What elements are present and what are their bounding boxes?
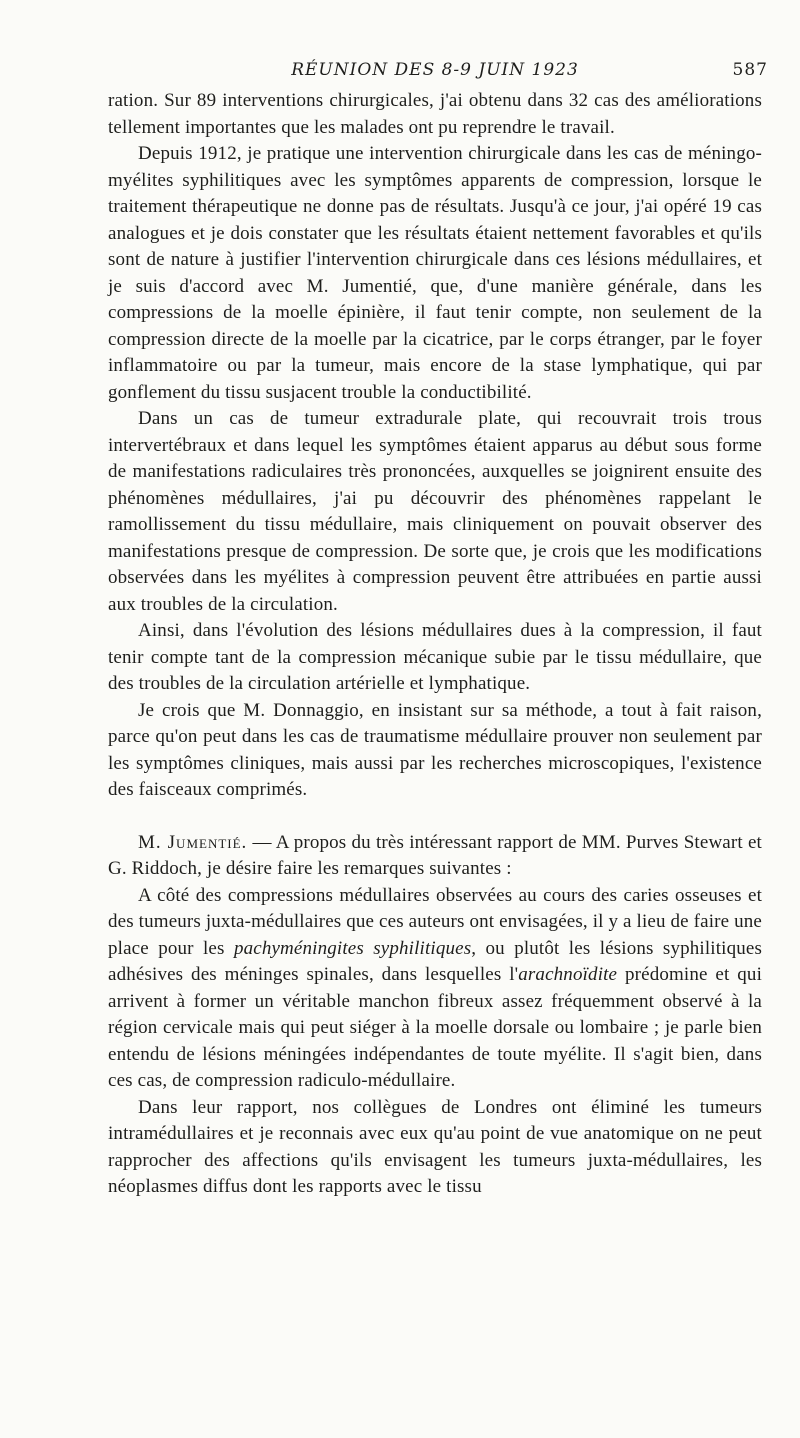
speaker-name: M. Jumentié.: [138, 831, 248, 853]
text-run: A côté des compressions médullaires observées au cours des caries osseuses et des tumeurs juxta-médullaires que ces auteurs ont envisagées, il y a lieu de faire une place pour les: [108, 884, 762, 959]
text-run: prédomine et qui arrivent à former un véritable manchon fibreux assez fréquemment observé à la région cervicale mais qui peut siéger à la moelle dorsale ou lombaire ; je parle bien entendu de lésions méningées indépendantes de toute myélite. Il s'agit bien, dans ces cas, de compression radiculo-médullaire.: [108, 964, 763, 1091]
paragraph: Dans un cas de tumeur extradurale plate, qui recouvrait trois trous intervertébraux et dans lequel les symptômes étaient apparus au début sous forme de manifestations radiculaires très prononcées, auxquelles se joignirent ensuite des phénomènes médullaires, j'ai pu découvrir des phénomènes rappelant le ramollissement du tissu médullaire, mais cliniquement on pouvait observer des manifestations presque de compression. De sorte que, je crois que les modifications observées dans les myélites à compression peuvent être attribuées en partie aussi aux troubles de la circulation.: [108, 408, 762, 615]
running-header: [108, 54, 768, 88]
paragraph: Dans leur rapport, nos collègues de Londres ont éliminé les tumeurs intramédullaires et je reconnais avec eux qu'au point de vue anatomique on ne peut rapprocher des affections qu'ils envisagent les tumeurs juxta-médullaires, les néoplasmes diffus dont les rapports avec le tissu: [108, 1096, 762, 1197]
page-number: 587: [732, 60, 768, 80]
text-run: , ou plutôt les lésions syphilitiques adhésives des méninges spinales, dans lesquelles l': [108, 937, 762, 985]
italic-term: pachyméningites syphilitiques: [233, 937, 472, 959]
paragraph: [108, 883, 762, 1095]
body-text: [108, 88, 762, 1201]
paragraph: ration. Sur 89 interventions chirurgicales, j'ai obtenu dans 32 cas des améliorations tellement importantes que les malades ont pu reprendre le travail.: [108, 90, 762, 138]
section-intro: — A propos du très intéressant rapport de MM. Purves Stewart et G. Riddoch, je désire faire les remarques suivantes :: [108, 831, 762, 879]
paragraph: Je crois que M. Donnaggio, en insistant sur sa méthode, a tout à fait raison, parce qu'on peut dans les cas de traumatisme médullaire prouver non seulement par les symptômes cliniques, mais aussi par les recherches microscopiques, l'existence des faisceaux comprimés.: [108, 699, 762, 800]
header-title: RÉUNION DES 8-9 JUIN 1923: [291, 60, 579, 80]
paragraph: Ainsi, dans l'évolution des lésions médullaires dues à la compression, il faut tenir compte tant de la compression mécanique subie par le tissu médullaire, que des troubles de la circulation artérielle et lymphatique.: [108, 620, 762, 694]
document-page: [108, 54, 768, 1201]
paragraph: Depuis 1912, je pratique une intervention chirurgicale dans les cas de méningo-myélites syphilitiques avec les symptômes apparents de compression, lorsque le traitement thérapeutique ne donne pas de résultats. Jusqu'à ce jour, j'ai opéré 19 cas analogues et je dois constater que les résultats étaient nettement favorables et qu'ils sont de nature à justifier l'intervention chirurgicale dans ces lésions médullaires, et je suis d'accord avec M. Jumentié, que, d'une manière générale, dans les compressions de la moelle épinière, il faut tenir compte, non seulement de la compression directe de la moelle par la cicatrice, par le corps étranger, par le foyer inflammatoire ou par la tumeur, mais encore de la stase lymphatique, qui par gonflement du tissu susjacent trouble la conductibilité.: [108, 143, 762, 403]
italic-term: arachnoïdite: [518, 964, 618, 985]
section-intro-paragraph: [108, 830, 762, 883]
